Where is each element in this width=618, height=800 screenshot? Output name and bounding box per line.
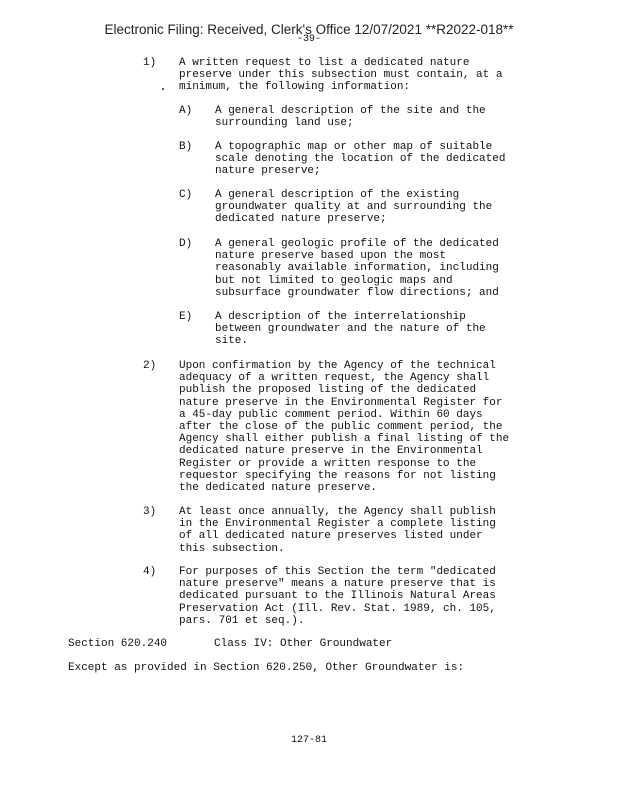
filing-banner: Electronic Filing: Received, Clerk's Office 12/07/2021 **R2022-018** [104,22,514,37]
text-line: preserve under this subsection must contain, at a [179,69,503,82]
item-text [179,57,502,94]
text-line: A general description of the site and the [215,105,486,117]
item-text [179,506,496,555]
section-heading [68,638,393,650]
text-line: Upon confirmation by the Agency of the technical [179,360,496,372]
text-line: A general geologic profile of the dedicated [215,238,499,250]
text-line: adequacy of a written request, the Agency shall [179,372,490,385]
text-line: nature preserve based upon the most [215,250,447,263]
item-number: 2) [143,360,157,372]
text-line: after the close of the public comment period, the [179,421,503,434]
text-line: dedicated pursuant to the Illinois Natural Areas [179,590,496,603]
text-line: dedicated nature preserve; [215,213,387,226]
section-title: Class IV: Other Groundwater [214,638,393,650]
section-number: Section 620.240 [68,638,168,650]
text-line: groundwater quality at and surrounding the [215,201,493,214]
text-line: A topographic map or other map of suitable [215,141,493,153]
text-line: dedicated nature preserve in the Environmental [179,445,483,458]
text-line: minimum, the following information: [179,81,411,94]
subitem-text [215,105,486,129]
text-line: At least once annually, the Agency shall publish [179,506,496,518]
subitem-text [215,141,505,178]
text-line: but not limited to geologic maps and [215,274,453,287]
subitem-letter: E) [179,311,193,323]
text-line: nature preserve" means a nature preserve that is [179,578,496,591]
item-number: 1) [143,57,157,69]
text-line: For purposes of this Section the term "dedicated [179,566,496,578]
text-line: the dedicated nature preserve. [179,482,378,495]
item-text [179,566,496,627]
text-line: reasonably available information, including [215,262,499,275]
text-line: between groundwater and the nature of the [215,323,486,336]
text-line: subsurface groundwater flow directions; and [215,286,499,299]
text-line: pars. 701 et seq.). [179,614,305,627]
text-line: Register or provide a written response to the [179,457,477,470]
text-line: site. [215,335,249,348]
page-number: -39- [296,34,321,45]
subitem-text [215,189,492,226]
subitem-text [215,238,499,299]
text-line: Agency shall either publish a final listing of the [179,433,510,446]
text-line: this subsection. [179,542,285,555]
text-line: publish the proposed listing of the dedicated [179,384,477,397]
footer-page-ref: 127-81 [290,735,327,746]
text-line: requestor specifying the reasons for not listing [179,469,496,482]
scan-speck [162,88,164,90]
text-line: nature preserve in the Environmental Register for [179,396,503,409]
subitem-letter: B) [179,141,193,153]
subitem-letter: A) [179,105,193,117]
text-line: A written request to list a dedicated nature [179,57,470,69]
text-line: nature preserve; [215,165,321,178]
item-text [179,360,509,494]
section-text: Except as provided in Section 620.250, Other Groundwater is: [68,662,465,674]
text-line: surrounding land use; [215,117,354,130]
text-line: A general description of the existing [215,189,460,201]
text-line: in the Environmental Register a complete listing [179,518,496,531]
text-line: a 45-day public comment period. Within 60 days [179,408,483,421]
subitem-text [215,311,486,348]
subitem-letter: D) [179,238,193,250]
text-line: A description of the interrelationship [215,311,466,323]
subitem-letter: C) [179,189,193,201]
item-number: 4) [143,566,157,578]
text-line: scale denoting the location of the dedicated [215,153,506,166]
text-line: of all dedicated nature preserves listed under [179,530,483,543]
item-number: 3) [143,506,157,518]
text-line: Preservation Act (Ill. Rev. Stat. 1989, ch. 105, [179,602,496,615]
